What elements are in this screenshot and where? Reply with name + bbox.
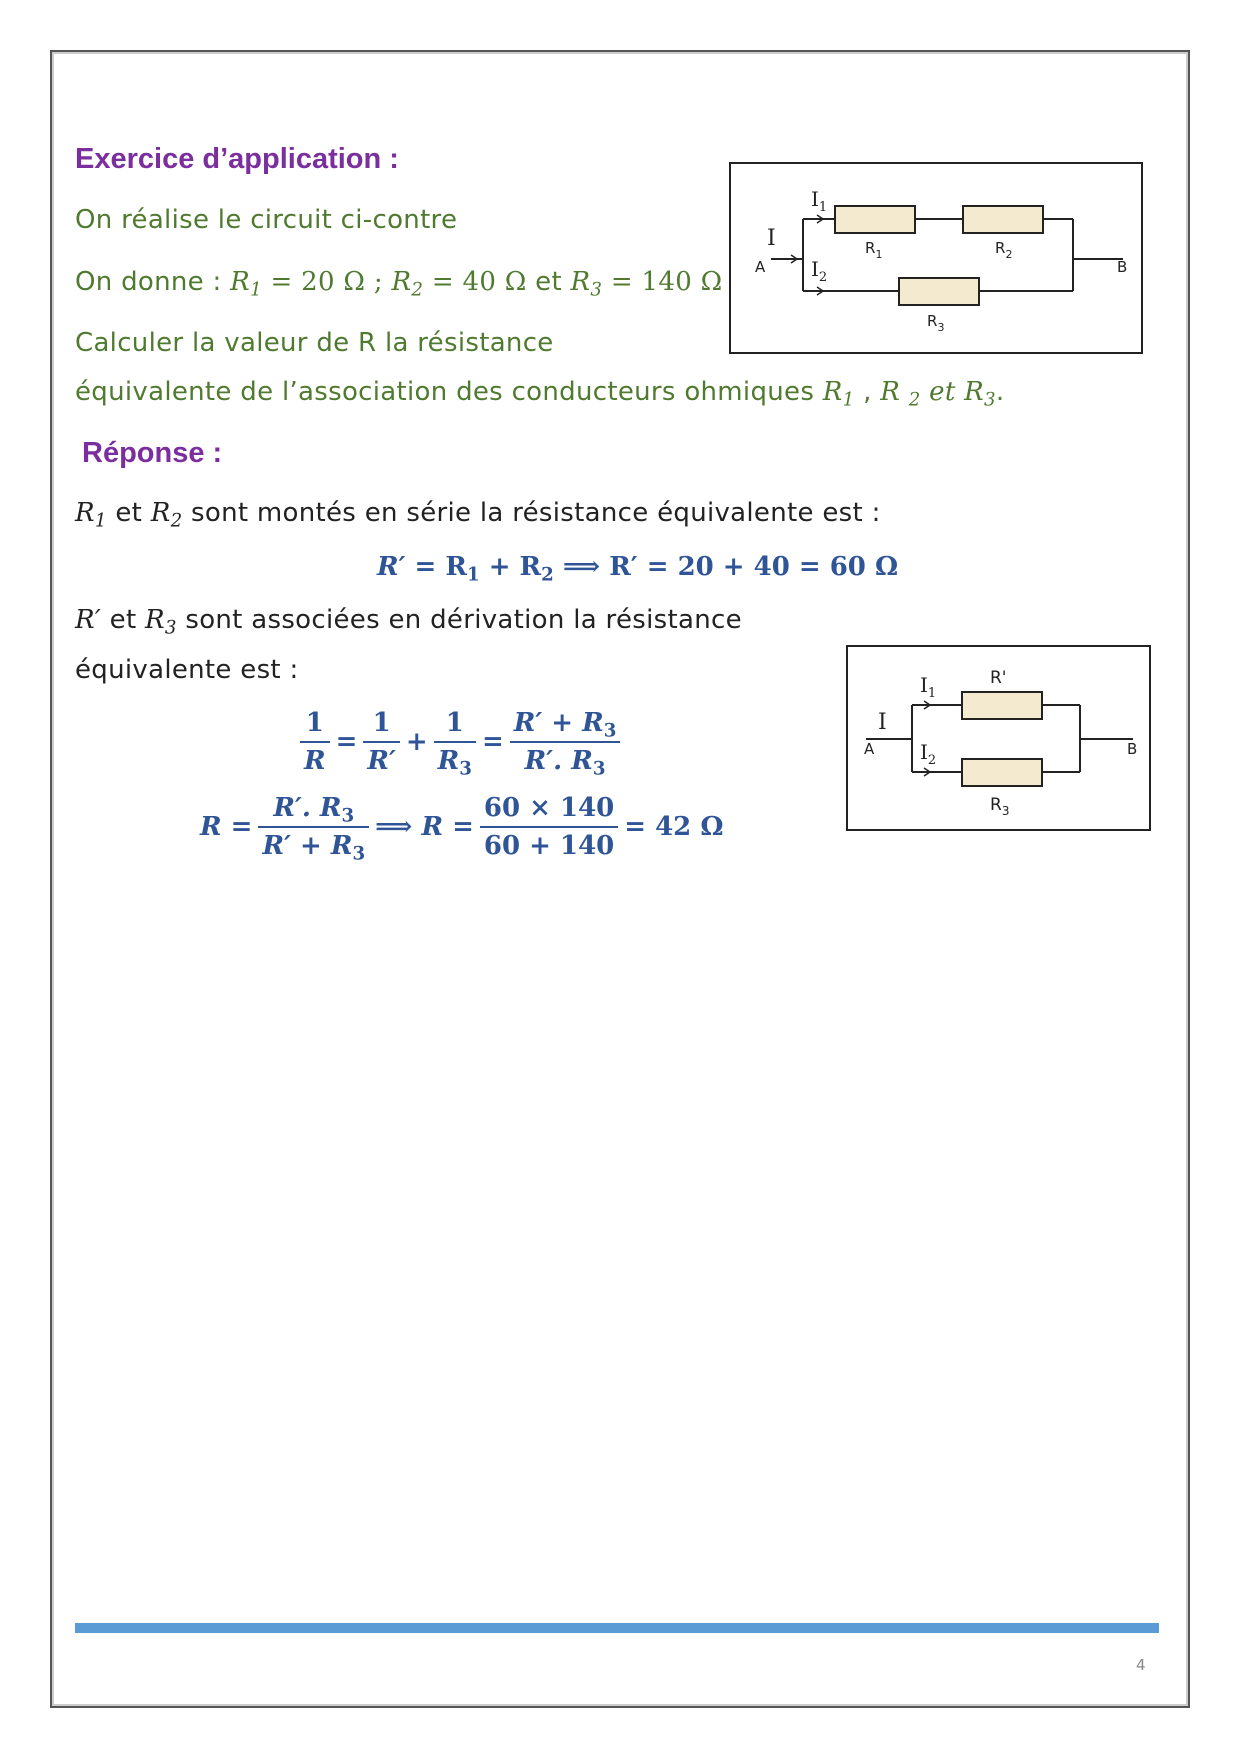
given-r3: $R_3 = 140$ Ω bbox=[570, 267, 723, 301]
parallel-statement: R′ et $R_3$ sont associées en dérivation la résistance bbox=[75, 605, 742, 639]
resistor-rp bbox=[962, 692, 1042, 719]
resistor-r3-b bbox=[962, 759, 1042, 786]
label-I: I bbox=[767, 226, 776, 251]
resistor-r1 bbox=[835, 206, 915, 233]
given-r2: $R_2 = 40$ Ω bbox=[391, 267, 527, 301]
equation-parallel: $\frac{1}{R}$ = $\frac{1}{R'}$ + $\frac{1}{R_3}$ = $\frac{R' + R_3}{R'. R_3}$ bbox=[300, 708, 620, 776]
label-I2-b: $I_2$ bbox=[920, 740, 937, 768]
exercise-title: Exercice d’application : bbox=[75, 143, 399, 175]
label-A-b: A bbox=[864, 740, 875, 758]
answer-title: Réponse : bbox=[82, 437, 223, 469]
given-prefix: On donne : bbox=[75, 267, 231, 297]
label-Rp: R' bbox=[990, 668, 1007, 688]
label-R3: $R_3$ bbox=[927, 312, 945, 334]
label-I1-b: $I_1$ bbox=[920, 673, 937, 701]
label-B-b: B bbox=[1127, 740, 1138, 758]
label-R3-b: $R_3$ bbox=[990, 795, 1010, 818]
given-r1: $R_1 = 20$ Ω ; bbox=[230, 267, 383, 301]
circuit-diagram-1 bbox=[729, 162, 1143, 354]
equation-series: $R' = R_1 + R_2$ ⟹ R′ = 20 + 40 = 60 Ω bbox=[377, 552, 899, 586]
resistor-r2 bbox=[963, 206, 1043, 233]
label-I-b: I bbox=[878, 710, 887, 735]
label-R2: $R_2$ bbox=[995, 239, 1013, 261]
label-I1: $I_1$ bbox=[811, 187, 828, 215]
footer-divider bbox=[75, 1623, 1159, 1633]
series-statement: $R_1$ et $R_2$ sont montés en série la résistance équivalente est : bbox=[75, 498, 881, 532]
parallel-statement-2: équivalente est : bbox=[75, 655, 299, 685]
exercise-line-3: Calculer la valeur de R la résistance bbox=[75, 328, 554, 358]
page-number: 4 bbox=[1136, 1656, 1146, 1674]
label-R1: $R_1$ bbox=[865, 239, 883, 261]
label-B: B bbox=[1117, 258, 1128, 276]
circuit-diagram-2 bbox=[846, 645, 1151, 831]
label-I2: $I_2$ bbox=[811, 257, 828, 285]
equation-result: R = $\frac{R'. R_3}{R' + R_3}$ ⟹ R = $\frac{60 \times 140}{60 + 140}$ = 42 Ω bbox=[200, 793, 724, 865]
exercise-line-1: On réalise le circuit ci-contre bbox=[75, 205, 458, 235]
exercise-given: On donne : $R_1 = 20$ Ω ; $R_2 = 40$ Ω et $R_3 = 140$ Ω bbox=[75, 267, 723, 301]
exercise-line-4: équivalente de l’association des conducteurs ohmiques $R_1$ , R $_2$ et $R_3$. bbox=[75, 377, 1005, 411]
resistor-r3 bbox=[899, 278, 979, 305]
label-A: A bbox=[755, 258, 766, 276]
